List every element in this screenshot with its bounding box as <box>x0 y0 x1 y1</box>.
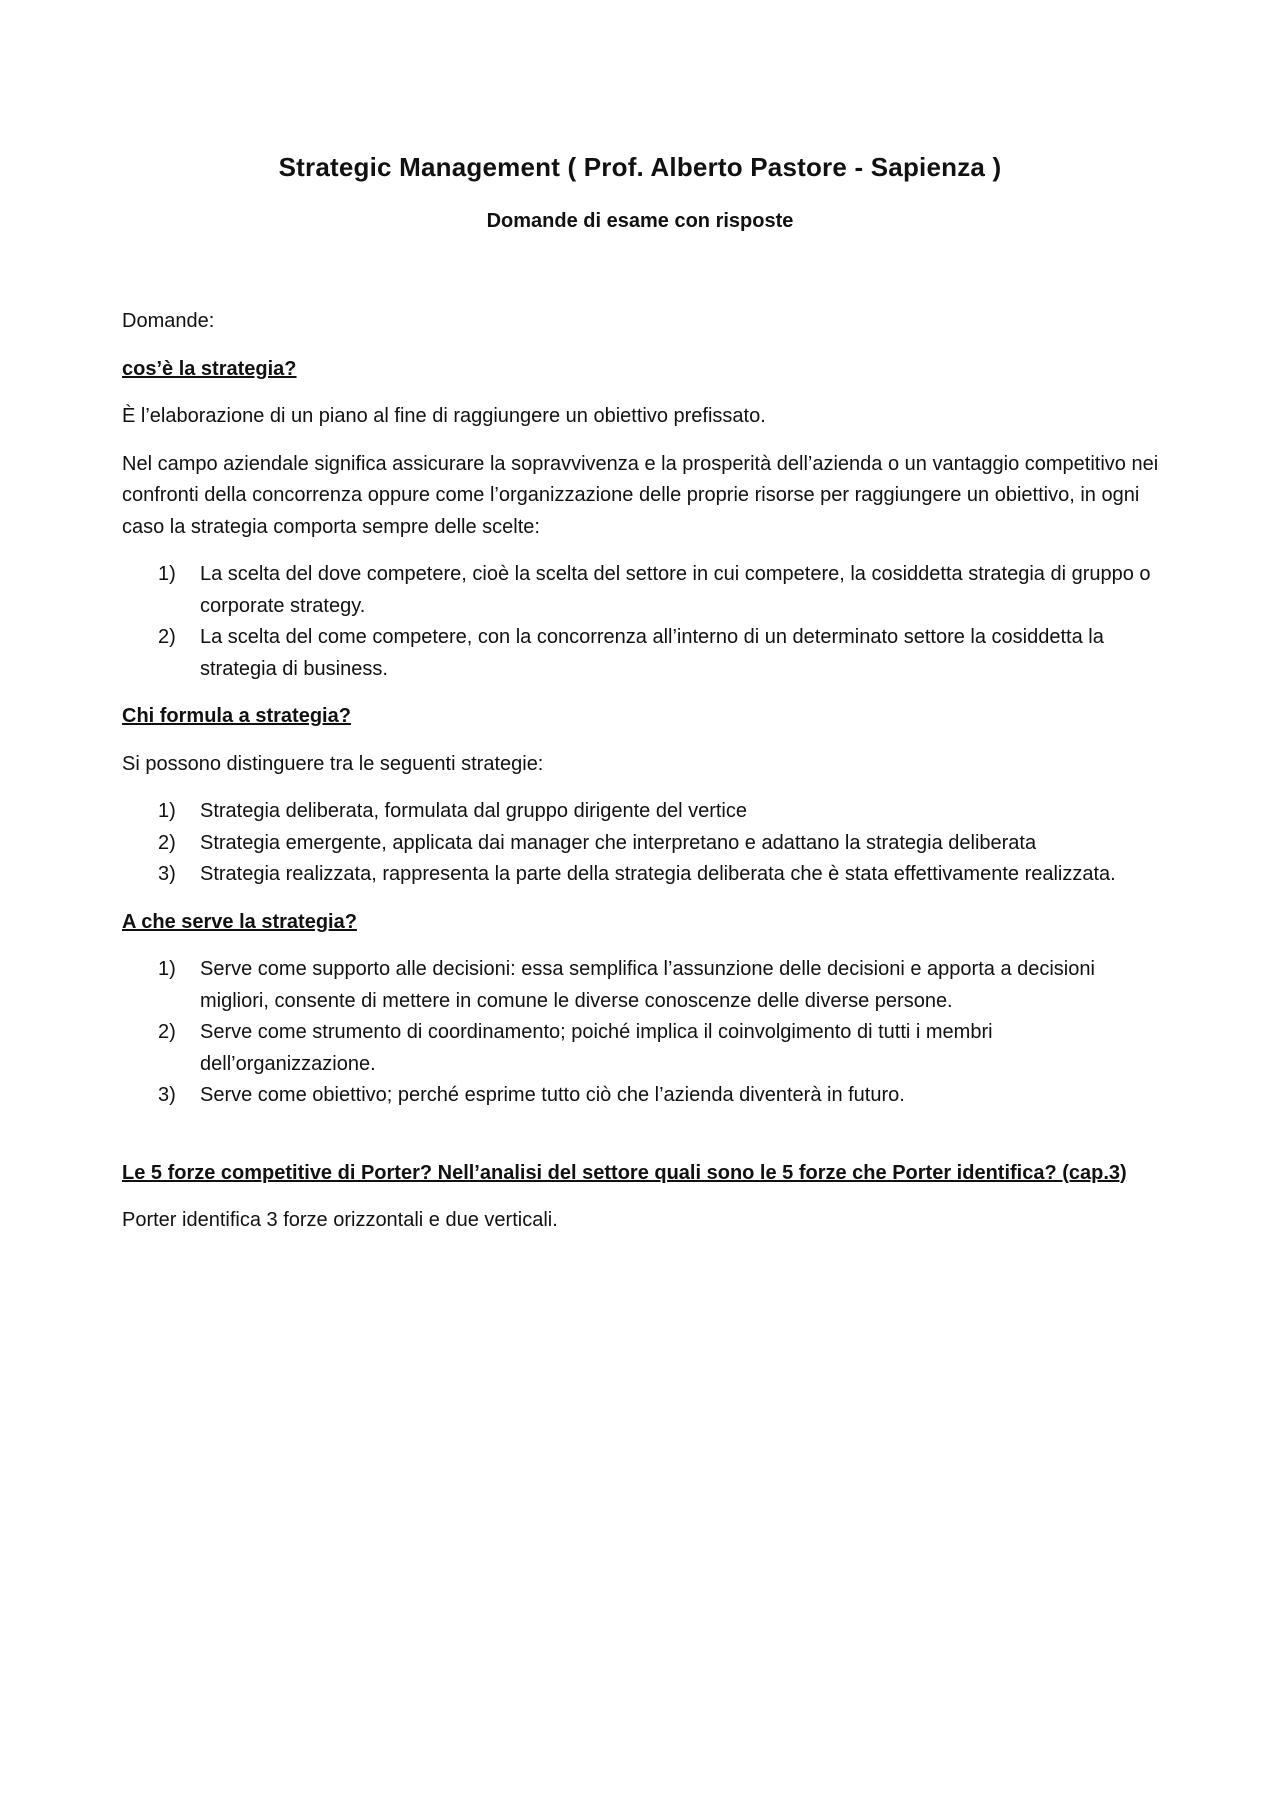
list-item <box>122 1017 1162 1080</box>
document-title: Strategic Management ( Prof. Alberto Pastore - Sapienza ) <box>278 152 1002 182</box>
numbered-list <box>122 559 1162 685</box>
list-item <box>122 1080 1162 1112</box>
list-item <box>122 559 1162 622</box>
question-heading-who-formulates: Chi formula a strategia? <box>122 705 351 727</box>
list-number: 1) <box>158 958 176 980</box>
answer-paragraph: Nel campo aziendale significa assicurare la sopravvivenza e la prosperità dell’azienda o un vantaggio competitivo nei confronti della concorrenza oppure come l’organizzazione delle proprie risorse per raggiungere un obiettivo, in ogni caso la strategia comporta sempre delle scelte: <box>122 452 1159 538</box>
list-item <box>122 859 1162 891</box>
answer-paragraph: Si possono distinguere tra le seguenti strategie: <box>122 752 544 775</box>
list-item-text: Serve come obiettivo; perché esprime tutto ciò che l’azienda diventerà in futuro. <box>200 1084 905 1106</box>
list-number: 2) <box>158 831 176 854</box>
list-number: 3) <box>158 1084 176 1106</box>
list-item-text: Serve come strumento di coordinamento; poiché implica il coinvolgimento di tutti i membri dell’organizzazione. <box>200 1021 993 1075</box>
list-item-text: Serve come supporto alle decisioni: essa semplifica l’assunzione delle decisioni e apporta a decisioni migliori, consente di mettere in comune le diverse conoscenze delle diverse persone. <box>200 958 1095 1012</box>
list-item-text: La scelta del dove competere, cioè la scelta del settore in cui competere, la cosiddetta strategia di gruppo o corporate strategy. <box>200 563 1151 617</box>
list-item <box>122 954 1162 1017</box>
list-item <box>122 796 1162 828</box>
document-subtitle: Domande di esame con risposte <box>486 210 794 232</box>
section-label: Domande: <box>122 310 215 332</box>
list-number: 2) <box>158 1021 176 1043</box>
list-number: 1) <box>158 563 176 585</box>
numbered-list <box>122 796 1162 891</box>
question-heading-purpose: A che serve la strategia? <box>122 910 357 933</box>
list-item-text: Strategia emergente, applicata dai manager che interpretano e adattano la strategia deliberata <box>200 831 1037 854</box>
list-item <box>122 828 1162 860</box>
list-item <box>122 622 1162 685</box>
list-item-text: Strategia realizzata, rappresenta la parte della strategia deliberata che è stata effettivamente realizzata. <box>200 863 1116 885</box>
document-body <box>122 306 1162 1253</box>
section-spacer <box>122 1128 1162 1158</box>
list-item-text: Strategia deliberata, formulata dal gruppo dirigente del vertice <box>200 800 747 822</box>
list-number: 1) <box>158 800 176 822</box>
answer-paragraph: È l’elaborazione di un piano al fine di raggiungere un obiettivo prefissato. <box>122 405 766 427</box>
list-number: 2) <box>158 626 176 648</box>
list-number: 3) <box>158 863 176 885</box>
answer-paragraph: Porter identifica 3 forze orizzontali e due verticali. <box>122 1209 558 1231</box>
question-heading-strategy: cos’è la strategia? <box>122 357 297 380</box>
list-item-text: La scelta del come competere, con la concorrenza all’interno di un determinato settore la cosiddetta la strategia di business. <box>200 626 1104 680</box>
numbered-list <box>122 954 1162 1112</box>
question-heading-porter: Le 5 forze competitive di Porter? Nell’analisi del settore quali sono le 5 forze che Porter identifica? (cap.3) <box>122 1161 1127 1184</box>
